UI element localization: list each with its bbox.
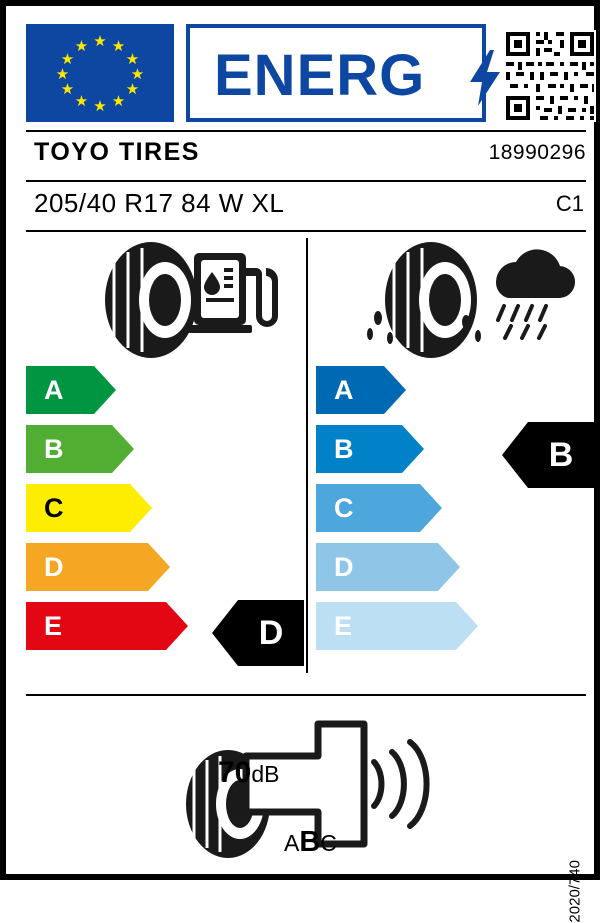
fuel-result-badge <box>212 600 304 666</box>
divider-brand <box>26 180 586 182</box>
grade-letter: C <box>44 492 64 523</box>
grade-letter: C <box>334 492 354 523</box>
grade-letter: D <box>44 551 64 582</box>
wet-grip-pictogram <box>316 238 596 363</box>
wet-grade-scale <box>316 366 596 661</box>
qr-code-icon <box>504 30 596 122</box>
divider-vertical <box>306 238 308 673</box>
rain-cloud-icon <box>496 249 575 338</box>
grade-row <box>26 425 306 473</box>
wet-grip-panel <box>316 238 596 678</box>
fuel-efficiency-panel <box>26 238 306 678</box>
noise-value: 70dB <box>218 756 280 789</box>
brand-row <box>26 138 586 174</box>
tyre-icon <box>105 242 197 358</box>
grade-row <box>316 484 596 532</box>
fuel-result-letter: D <box>258 613 284 652</box>
regulation-code: 2020/740 <box>567 860 584 923</box>
grade-row <box>26 484 306 532</box>
divider-header <box>26 130 586 132</box>
product-code: 18990296 <box>488 141 586 164</box>
label-header <box>26 24 586 124</box>
grade-letter: E <box>44 610 63 641</box>
eu-flag-icon: ★ ★ ★ ★ ★ ★ ★ ★ ★ ★ ★ ★ <box>26 24 174 122</box>
grade-letter: D <box>334 551 354 582</box>
tyre-class: C1 <box>555 191 584 216</box>
grade-row <box>316 602 596 650</box>
fuel-pictogram <box>26 238 306 363</box>
energ-wordmark: ENERG <box>214 43 426 108</box>
wet-result-letter: B <box>548 435 574 474</box>
grade-row <box>26 543 306 591</box>
tyre-size: 205/40 R17 84 W XL <box>34 188 285 218</box>
divider-size <box>26 230 586 232</box>
grade-letter: E <box>334 610 353 641</box>
fuel-pump-icon <box>188 253 278 333</box>
noise-section <box>166 706 456 866</box>
wet-result-badge <box>502 422 594 488</box>
noise-class: ABC <box>284 826 337 858</box>
grade-row <box>316 366 596 414</box>
grade-row <box>26 366 306 414</box>
size-row <box>26 188 586 224</box>
grade-letter: B <box>334 433 354 464</box>
grade-letter: A <box>334 374 354 405</box>
grade-row <box>316 543 596 591</box>
divider-noise <box>26 694 586 696</box>
energ-wordmark-box <box>186 24 486 122</box>
grade-letter: B <box>44 433 64 464</box>
grade-letter: A <box>44 374 64 405</box>
brand-name: TOYO TIRES <box>34 138 200 166</box>
tyre-splash-icon <box>367 242 481 358</box>
lightning-bolt-icon <box>468 50 502 106</box>
